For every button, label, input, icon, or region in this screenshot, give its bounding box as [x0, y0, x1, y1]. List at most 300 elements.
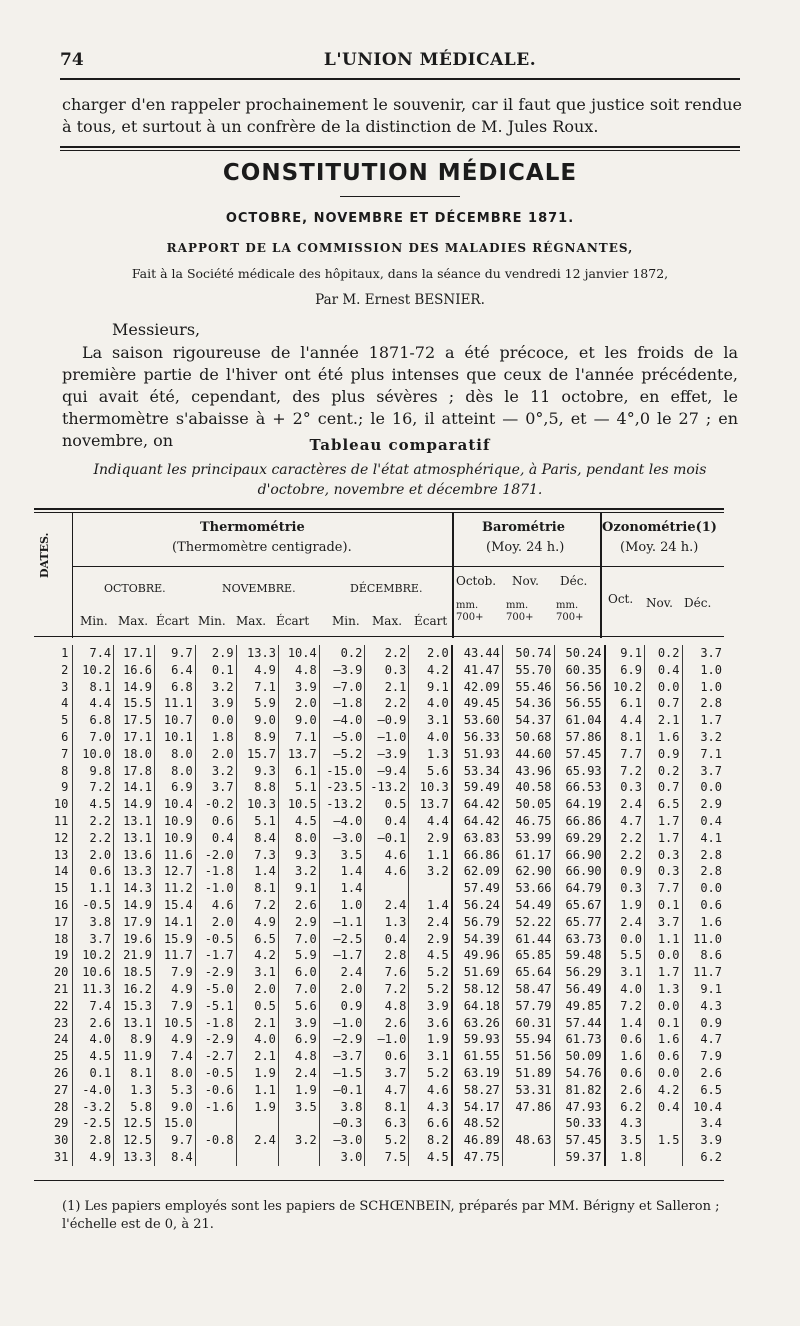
value-cell: —5.2	[319, 746, 365, 763]
value-cell: 4.4	[73, 695, 114, 712]
value-cell: 1.6	[605, 1048, 645, 1065]
value-cell: 3.5	[605, 1132, 645, 1149]
value-cell: 8.0	[154, 746, 195, 763]
value-cell: 4.8	[365, 998, 409, 1015]
value-cell: 2.2	[605, 847, 645, 864]
value-cell: 1.6	[644, 729, 682, 746]
value-cell: 0.0	[644, 998, 682, 1015]
value-cell	[195, 1115, 236, 1132]
value-cell: 61.55	[452, 1048, 503, 1065]
value-cell: 0.4	[365, 931, 409, 948]
value-cell: 1.4	[236, 863, 278, 880]
table-row	[34, 981, 724, 998]
value-cell: 1.3	[644, 981, 682, 998]
value-cell: -0.5	[195, 931, 236, 948]
value-cell: 9.7	[154, 645, 195, 662]
ozone-subtitle: (Moy. 24 h.)	[620, 540, 699, 555]
value-cell: 57.86	[554, 729, 605, 746]
value-cell: 16.2	[114, 981, 155, 998]
date-cell: 25	[53, 1049, 69, 1064]
value-cell: 1.9	[278, 1082, 319, 1099]
date-cell: 1	[61, 646, 69, 660]
value-cell: 17.1	[114, 729, 155, 746]
value-cell: 10.9	[154, 830, 195, 847]
value-cell: 0.9	[644, 746, 682, 763]
value-cell: —1.1	[319, 914, 365, 931]
value-cell: —1.8	[319, 695, 365, 712]
value-cell: 66.90	[554, 863, 605, 880]
value-cell: 2.0	[195, 914, 236, 931]
value-cell: 0.4	[682, 813, 724, 830]
value-cell: 11.0	[682, 931, 724, 948]
value-cell: 2.2	[73, 813, 114, 830]
value-cell: 54.39	[452, 931, 503, 948]
value-cell: —4.0	[319, 813, 365, 830]
value-cell: 0.6	[605, 1065, 645, 1082]
value-cell: 11.7	[682, 964, 724, 981]
value-cell: 0.5	[365, 796, 409, 813]
value-cell: 64.42	[452, 813, 503, 830]
value-cell: 6.1	[605, 695, 645, 712]
value-cell: 3.2	[195, 679, 236, 696]
value-cell: 0.0	[195, 712, 236, 729]
value-cell: 50.09	[554, 1048, 605, 1065]
col-max-dec: Max.	[372, 614, 403, 628]
date-cell: 13	[53, 847, 69, 862]
body-text: La saison rigoureuse de l'année 1871-72 a été précoce, et les froids de la première partie de l'hiver ont été plus intenses que ceux de l'année précédente, qui avait été, cependant, des plus sévères ; dès le 11 octobre, en effet, le thermomètre s'abaisse à + 2° cent.; le 16, il atteint — 0°,5, et — 4°,0 le 27 ; en novembre, on	[62, 343, 738, 450]
value-cell: 0.9	[682, 1015, 724, 1032]
value-cell: 4.4	[409, 813, 452, 830]
value-cell: 13.1	[114, 830, 155, 847]
value-cell: —5.0	[319, 729, 365, 746]
value-cell: -2.5	[73, 1115, 114, 1132]
value-cell: 53.31	[502, 1082, 554, 1099]
value-cell: 7.1	[278, 729, 319, 746]
value-cell: 4.7	[682, 1031, 724, 1048]
value-cell: 65.85	[502, 947, 554, 964]
table-row	[34, 1048, 724, 1065]
value-cell: 65.93	[554, 763, 605, 780]
thermo-subtitle: (Thermomètre centigrade).	[172, 540, 352, 555]
value-cell: 2.9	[278, 914, 319, 931]
table-row	[34, 1115, 724, 1132]
value-cell: 2.6	[73, 1015, 114, 1032]
value-cell: 5.3	[154, 1082, 195, 1099]
value-cell: 2.1	[365, 679, 409, 696]
value-cell: 7.9	[682, 1048, 724, 1065]
value-cell: 3.9	[409, 998, 452, 1015]
value-cell: 7.7	[605, 746, 645, 763]
value-cell: 6.2	[605, 1099, 645, 1116]
value-cell: 2.2	[73, 830, 114, 847]
month-dec: DÉCEMBRE.	[350, 582, 423, 595]
value-cell: 17.5	[114, 712, 155, 729]
value-cell: 1.1	[236, 1082, 278, 1099]
value-cell: 2.2	[365, 645, 409, 662]
value-cell: 3.2	[682, 729, 724, 746]
value-cell: 48.63	[502, 1132, 554, 1149]
value-cell: 55.70	[502, 662, 554, 679]
value-cell: 11.1	[154, 695, 195, 712]
value-cell: 1.4	[605, 1015, 645, 1032]
value-cell: 54.36	[502, 695, 554, 712]
value-cell: —1.5	[319, 1065, 365, 1082]
value-cell: 5.2	[409, 964, 452, 981]
value-cell: 50.05	[502, 796, 554, 813]
value-cell: 58.47	[502, 981, 554, 998]
date-cell: 10	[53, 797, 69, 812]
value-cell: 61.73	[554, 1031, 605, 1048]
value-cell: 0.0	[682, 880, 724, 897]
value-cell: 53.99	[502, 830, 554, 847]
value-cell: 8.0	[278, 830, 319, 847]
value-cell: 57.45	[554, 1132, 605, 1149]
value-cell: 50.74	[502, 645, 554, 662]
value-cell: 3.7	[682, 645, 724, 662]
value-cell: -1.8	[195, 1015, 236, 1032]
table-row	[34, 712, 724, 729]
value-cell: 3.7	[195, 779, 236, 796]
value-cell: 0.0	[605, 931, 645, 948]
value-cell: 44.60	[502, 746, 554, 763]
value-cell: 0.9	[605, 863, 645, 880]
month-oct: OCTOBRE.	[104, 582, 166, 595]
value-cell: 14.9	[114, 796, 155, 813]
value-cell: 41.47	[452, 662, 503, 679]
value-cell: 13.6	[114, 847, 155, 864]
value-cell: 46.89	[452, 1132, 503, 1149]
col-min-oct: Min.	[80, 614, 108, 628]
value-cell: 9.8	[73, 763, 114, 780]
report-venue: Fait à la Société médicale des hôpitaux, dans la séance du vendredi 12 janvier 1872,	[131, 266, 669, 281]
value-cell: 1.0	[319, 897, 365, 914]
value-cell: 57.45	[554, 746, 605, 763]
value-cell: 0.0	[644, 947, 682, 964]
date-cell: 28	[53, 1099, 69, 1114]
value-cell: 3.7	[365, 1065, 409, 1082]
value-cell: 66.53	[554, 779, 605, 796]
value-cell: 54.49	[502, 897, 554, 914]
hdr-divider-thermo	[452, 512, 454, 638]
value-cell: 4.9	[154, 981, 195, 998]
date-cell: 3	[61, 679, 69, 694]
value-cell: 56.56	[554, 679, 605, 696]
value-cell: 0.1	[73, 1065, 114, 1082]
value-cell: 59.93	[452, 1031, 503, 1048]
value-cell: 10.6	[73, 964, 114, 981]
value-cell: 11.6	[154, 847, 195, 864]
value-cell: 5.2	[409, 1065, 452, 1082]
value-cell	[502, 1115, 554, 1132]
value-cell: 3.1	[605, 964, 645, 981]
value-cell: 8.0	[154, 763, 195, 780]
value-cell: 2.1	[236, 1015, 278, 1032]
value-cell: -1.8	[195, 863, 236, 880]
value-cell: -13.2	[365, 779, 409, 796]
value-cell: 8.9	[114, 1031, 155, 1048]
value-cell: 17.9	[114, 914, 155, 931]
table-row	[34, 1031, 724, 1048]
date-cell: 17	[53, 914, 69, 929]
value-cell: 6.9	[154, 779, 195, 796]
value-cell: 1.8	[195, 729, 236, 746]
date-cell: 5	[61, 713, 69, 728]
value-cell: 6.9	[278, 1031, 319, 1048]
value-cell: 66.86	[554, 813, 605, 830]
value-cell: 54.17	[452, 1099, 503, 1116]
value-cell: 0.7	[644, 695, 682, 712]
thermo-title: Thermométrie	[200, 520, 305, 535]
value-cell: 4.3	[409, 1099, 452, 1116]
value-cell: 4.9	[236, 914, 278, 931]
value-cell: 3.7	[682, 763, 724, 780]
value-cell: 2.8	[73, 1132, 114, 1149]
value-cell: 4.5	[409, 1149, 452, 1166]
table-row	[34, 813, 724, 830]
value-cell: 4.6	[195, 897, 236, 914]
value-cell: 4.2	[409, 662, 452, 679]
value-cell: 4.6	[365, 847, 409, 864]
value-cell: 1.4	[319, 863, 365, 880]
value-cell: 2.4	[605, 796, 645, 813]
table-top-rule	[34, 508, 724, 510]
table-row	[34, 662, 724, 679]
value-cell: 0.4	[644, 662, 682, 679]
value-cell: 1.9	[236, 1099, 278, 1116]
value-cell: 2.6	[278, 897, 319, 914]
value-cell: 15.4	[154, 897, 195, 914]
value-cell: 52.22	[502, 914, 554, 931]
value-cell: 5.8	[114, 1099, 155, 1116]
value-cell: 2.6	[605, 1082, 645, 1099]
value-cell: 66.86	[452, 847, 503, 864]
report-heading: RAPPORT DE LA COMMISSION DES MALADIES RÉGNANTES,	[166, 241, 634, 255]
value-cell: 0.1	[195, 662, 236, 679]
value-cell: 1.7	[644, 830, 682, 847]
value-cell: 8.1	[365, 1099, 409, 1116]
value-cell: 54.76	[554, 1065, 605, 1082]
article-title: CONSTITUTION MÉDICALE	[222, 160, 578, 186]
value-cell: 0.3	[365, 662, 409, 679]
value-cell: 56.24	[452, 897, 503, 914]
value-cell: 10.1	[154, 729, 195, 746]
value-cell: 58.27	[452, 1082, 503, 1099]
value-cell: 4.9	[154, 1031, 195, 1048]
value-cell: —3.9	[319, 662, 365, 679]
value-cell: 0.5	[236, 998, 278, 1015]
value-cell: —4.0	[319, 712, 365, 729]
date-cell: 16	[53, 897, 69, 912]
table-title: Tableau comparatif	[309, 436, 491, 454]
value-cell: 3.2	[195, 763, 236, 780]
value-cell: 59.49	[452, 779, 503, 796]
baro-unit-nov: mm. 700+	[506, 600, 534, 623]
value-cell: 2.1	[644, 712, 682, 729]
value-cell: 6.5	[644, 796, 682, 813]
value-cell: 4.0	[409, 695, 452, 712]
date-cell: 2	[61, 662, 69, 677]
value-cell: 59.48	[554, 947, 605, 964]
value-cell: 1.7	[644, 964, 682, 981]
value-cell: 2.9	[195, 645, 236, 662]
value-cell: -4.0	[73, 1082, 114, 1099]
value-cell	[278, 1115, 319, 1132]
value-cell: 4.7	[605, 813, 645, 830]
hdr-divider-baro	[600, 512, 602, 638]
value-cell: 2.0	[319, 981, 365, 998]
table-row	[34, 779, 724, 796]
value-cell: 0.6	[195, 813, 236, 830]
value-cell: 1.8	[605, 1149, 645, 1166]
value-cell: —1.0	[365, 1031, 409, 1048]
value-cell: 4.2	[644, 1082, 682, 1099]
value-cell: 2.0	[236, 981, 278, 998]
value-cell: 4.0	[605, 981, 645, 998]
baro-subtitle: (Moy. 24 h.)	[486, 540, 565, 555]
value-cell: 5.2	[365, 1132, 409, 1149]
table-row	[34, 1015, 724, 1032]
value-cell: 8.8	[236, 779, 278, 796]
value-cell: 64.19	[554, 796, 605, 813]
date-cell: 31	[53, 1149, 69, 1164]
baro-unit-dec: mm. 700+	[556, 600, 584, 623]
value-cell	[365, 880, 409, 897]
value-cell: 10.3	[236, 796, 278, 813]
value-cell: 4.5	[73, 796, 114, 813]
value-cell: 61.44	[502, 931, 554, 948]
table-row	[34, 729, 724, 746]
date-cell: 15	[53, 881, 69, 896]
value-cell: 51.56	[502, 1048, 554, 1065]
value-cell: —7.0	[319, 679, 365, 696]
value-cell: 1.4	[319, 880, 365, 897]
value-cell: 56.29	[554, 964, 605, 981]
value-cell: 3.2	[278, 1132, 319, 1149]
value-cell	[236, 1115, 278, 1132]
value-cell: 4.0	[73, 1031, 114, 1048]
value-cell: —0.3	[319, 1115, 365, 1132]
value-cell: 47.93	[554, 1099, 605, 1116]
value-cell: 12.5	[114, 1132, 155, 1149]
value-cell: 0.4	[365, 813, 409, 830]
value-cell: 2.0	[278, 695, 319, 712]
oz-col-oct: Oct.	[608, 592, 634, 606]
value-cell: 9.1	[682, 981, 724, 998]
table-subtitle-line-1: Indiquant les principaux caractères de l'état atmosphérique, à Paris, pendant les mois	[93, 462, 707, 478]
value-cell: 7.2	[73, 779, 114, 796]
value-cell: —3.0	[319, 830, 365, 847]
date-cell: 27	[53, 1082, 69, 1097]
value-cell: 8.1	[236, 880, 278, 897]
baro-title: Barométrie	[482, 520, 566, 535]
value-cell: 58.12	[452, 981, 503, 998]
value-cell: 7.0	[278, 981, 319, 998]
value-cell: 14.3	[114, 880, 155, 897]
value-cell: 1.0	[682, 679, 724, 696]
value-cell: 63.73	[554, 931, 605, 948]
value-cell: 9.0	[154, 1099, 195, 1116]
col-min-dec: Min.	[332, 614, 360, 628]
value-cell: 47.86	[502, 1099, 554, 1116]
value-cell: 57.79	[502, 998, 554, 1015]
value-cell: 63.26	[452, 1015, 503, 1032]
value-cell: 43.96	[502, 763, 554, 780]
value-cell: 8.6	[682, 947, 724, 964]
value-cell: 2.1	[236, 1048, 278, 1065]
value-cell: 51.89	[502, 1065, 554, 1082]
date-cell: 23	[53, 1015, 69, 1030]
value-cell: 43.44	[452, 645, 503, 662]
value-cell: 7.2	[365, 981, 409, 998]
value-cell: —9.4	[365, 763, 409, 780]
value-cell: 1.7	[644, 813, 682, 830]
value-cell: 1.1	[409, 847, 452, 864]
value-cell: 13.7	[409, 796, 452, 813]
value-cell: 15.0	[154, 1115, 195, 1132]
value-cell: —1.0	[319, 1015, 365, 1032]
value-cell: 10.4	[154, 796, 195, 813]
value-cell: 6.2	[682, 1149, 724, 1166]
date-cell: 21	[53, 981, 69, 996]
value-cell: 11.7	[154, 947, 195, 964]
date-cell: 7	[61, 746, 69, 761]
value-cell: 10.3	[409, 779, 452, 796]
value-cell: 3.9	[278, 1015, 319, 1032]
value-cell: 4.5	[409, 947, 452, 964]
value-cell: 3.7	[73, 931, 114, 948]
value-cell: 0.2	[644, 763, 682, 780]
value-cell: 66.90	[554, 847, 605, 864]
table-subtitle	[62, 460, 738, 500]
value-cell: 64.79	[554, 880, 605, 897]
value-cell: 2.8	[682, 847, 724, 864]
value-cell: 7.6	[365, 964, 409, 981]
value-cell: -5.1	[195, 998, 236, 1015]
value-cell: 1.9	[236, 1065, 278, 1082]
value-cell: 40.58	[502, 779, 554, 796]
value-cell: 69.29	[554, 830, 605, 847]
value-cell: —1.7	[319, 947, 365, 964]
value-cell	[502, 1149, 554, 1166]
value-cell: 3.6	[409, 1015, 452, 1032]
value-cell: 4.9	[73, 1149, 114, 1166]
value-cell: 9.7	[154, 1132, 195, 1149]
value-cell: 81.82	[554, 1082, 605, 1099]
value-cell: 10.2	[73, 947, 114, 964]
value-cell: 4.5	[278, 813, 319, 830]
table-row	[34, 796, 724, 813]
date-cell: 12	[53, 830, 69, 845]
value-cell: -0.8	[195, 1132, 236, 1149]
value-cell: 0.0	[644, 1065, 682, 1082]
value-cell: 2.9	[409, 931, 452, 948]
value-cell: 0.6	[644, 1048, 682, 1065]
table-row	[34, 880, 724, 897]
value-cell: 2.0	[73, 847, 114, 864]
value-cell: 7.2	[605, 998, 645, 1015]
date-cell: 18	[53, 931, 69, 946]
value-cell: 2.4	[409, 914, 452, 931]
value-cell: 60.35	[554, 662, 605, 679]
value-cell	[644, 1115, 682, 1132]
value-cell: 0.6	[73, 863, 114, 880]
date-cell: 4	[61, 696, 69, 711]
value-cell: 13.1	[114, 813, 155, 830]
value-cell: 3.5	[278, 1099, 319, 1116]
col-min-nov: Min.	[198, 614, 226, 628]
value-cell: 3.7	[644, 914, 682, 931]
baro-col-nov: Nov.	[512, 574, 539, 588]
